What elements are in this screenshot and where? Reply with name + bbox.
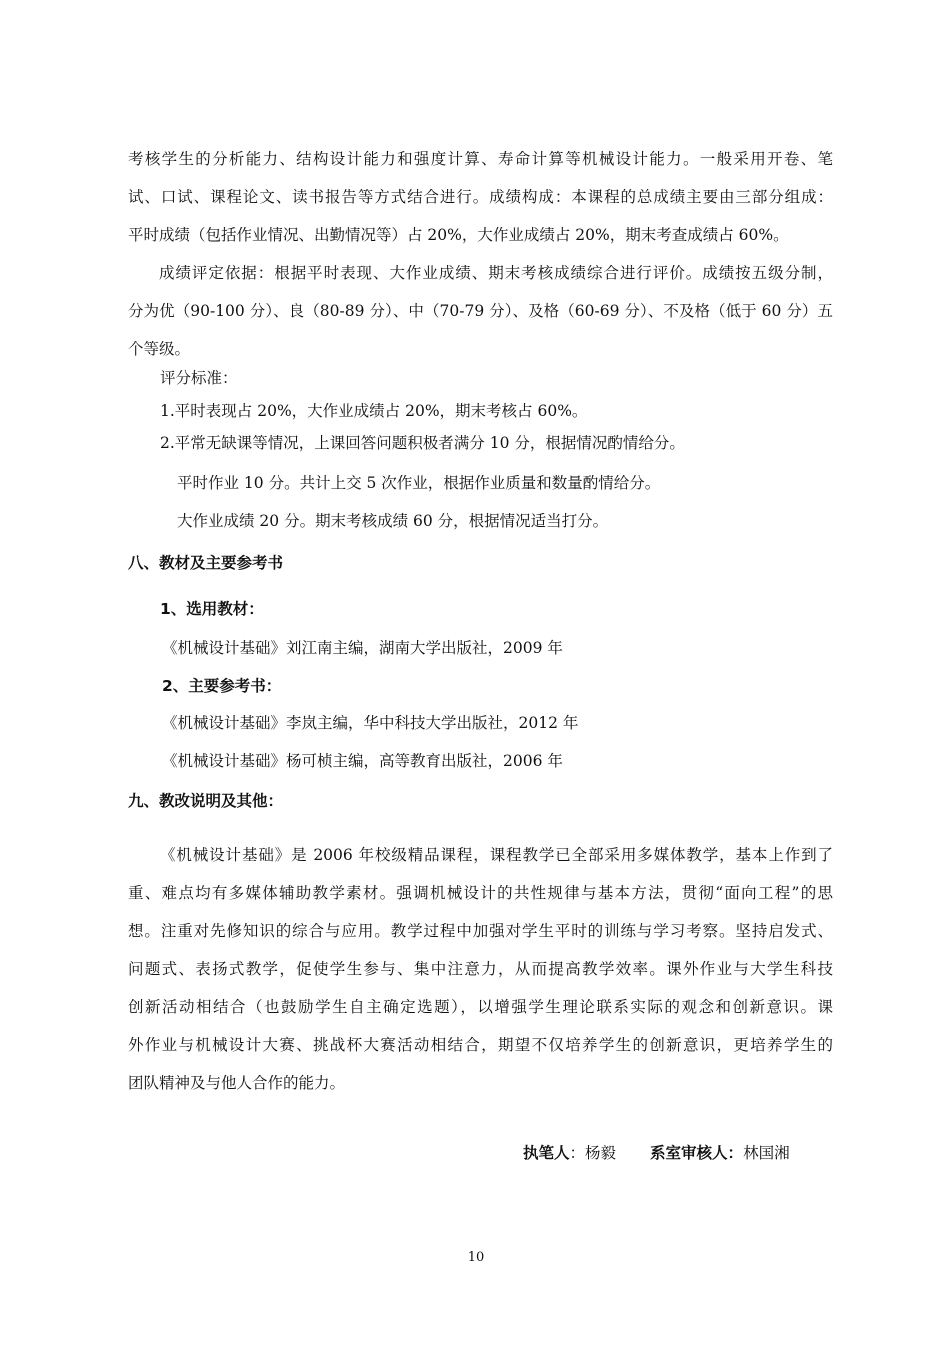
standard-item: 2.平常无缺课等情况，上课回答问题积极者满分 10 分，根据情况酌情给分。 [160,434,685,452]
writer-label: 执笔人 [523,1144,570,1162]
writer-separator: ： [569,1144,586,1162]
reform-line: 想。注重对先修知识的综合与应用。教学过程中加强对学生平时的训练与学习考察。坚持启发式、 [128,922,833,940]
assessment-line: 平时成绩（包括作业情况、出勤情况等）占 20%，大作业成绩占 20%，期末考查成绩占 60%。 [128,226,789,244]
reform-line: 外作业与机械设计大赛、挑战杯大赛活动相结合，期望不仅培养学生的创新意识，更培养学生的 [128,1036,833,1054]
grading-basis-line: 个等级。 [128,340,191,358]
section-9-title: 九、教改说明及其他： [128,792,284,810]
reviewer-label: 系室审核人： [650,1144,744,1162]
homework-rule: 平时作业 10 分。共计上交 5 次作业，根据作业质量和数量酌情给分。 [177,474,661,492]
reference-entry: 《机械设计基础》李岚主编，华中科技大学出版社，2012 年 [162,714,579,732]
section-8-title: 八、教材及主要参考书 [128,554,284,572]
writer-name: 杨毅 [585,1144,617,1162]
assessment-line: 试、口试、课程论文、读书报告等方式结合进行。成绩构成：本课程的总成绩主要由三部分组成： [128,188,833,206]
reform-line: 团队精神及与他人合作的能力。 [128,1074,346,1092]
textbook-entry: 《机械设计基础》刘江南主编，湖南大学出版社，2009 年 [162,639,563,657]
reform-line: 问题式、表扬式教学，促使学生参与、集中注意力，从而提高教学效率。课外作业与大学生科技 [128,960,833,978]
page-number: 10 [467,1250,485,1265]
reform-line: 创新活动相结合（也鼓励学生自主确定选题），以增强学生理论联系实际的观念和创新意识。课 [128,998,833,1016]
grading-basis-line: 分为优（90-100 分）、良（80-89 分）、中（70-79 分）、及格（60-69 分）、不及格（低于 60 分）五 [128,302,833,320]
reviewer-name: 林国湘 [743,1144,790,1162]
standard-label: 评分标准： [160,369,238,387]
grading-basis-line: 成绩评定依据：根据平时表现、大作业成绩、期末考核成绩综合进行评价。成绩按五级分制， [159,264,833,282]
reference-entry: 《机械设计基础》杨可桢主编，高等教育出版社，2006 年 [162,752,563,770]
reform-line: 重、难点均有多媒体辅助教学素材。强调机械设计的共性规律与基本方法，贯彻“面向工程”的思 [128,884,833,902]
section-8-sub1: 1、选用教材： [160,600,264,618]
reform-line: 《机械设计基础》是 2006 年校级精品课程，课程教学已全部采用多媒体教学，基本上作到了 [160,846,833,864]
signature-block [523,1142,790,1164]
section-8-sub2: 2、主要参考书： [162,677,282,695]
standard-item: 1.平时表现占 20%，大作业成绩占 20%，期末考核占 60%。 [160,402,588,420]
assessment-line: 考核学生的分析能力、结构设计能力和强度计算、寿命计算等机械设计能力。一般采用开卷、笔 [128,150,833,168]
big-homework-rule: 大作业成绩 20 分。期末考核成绩 60 分，根据情况适当打分。 [177,512,609,530]
